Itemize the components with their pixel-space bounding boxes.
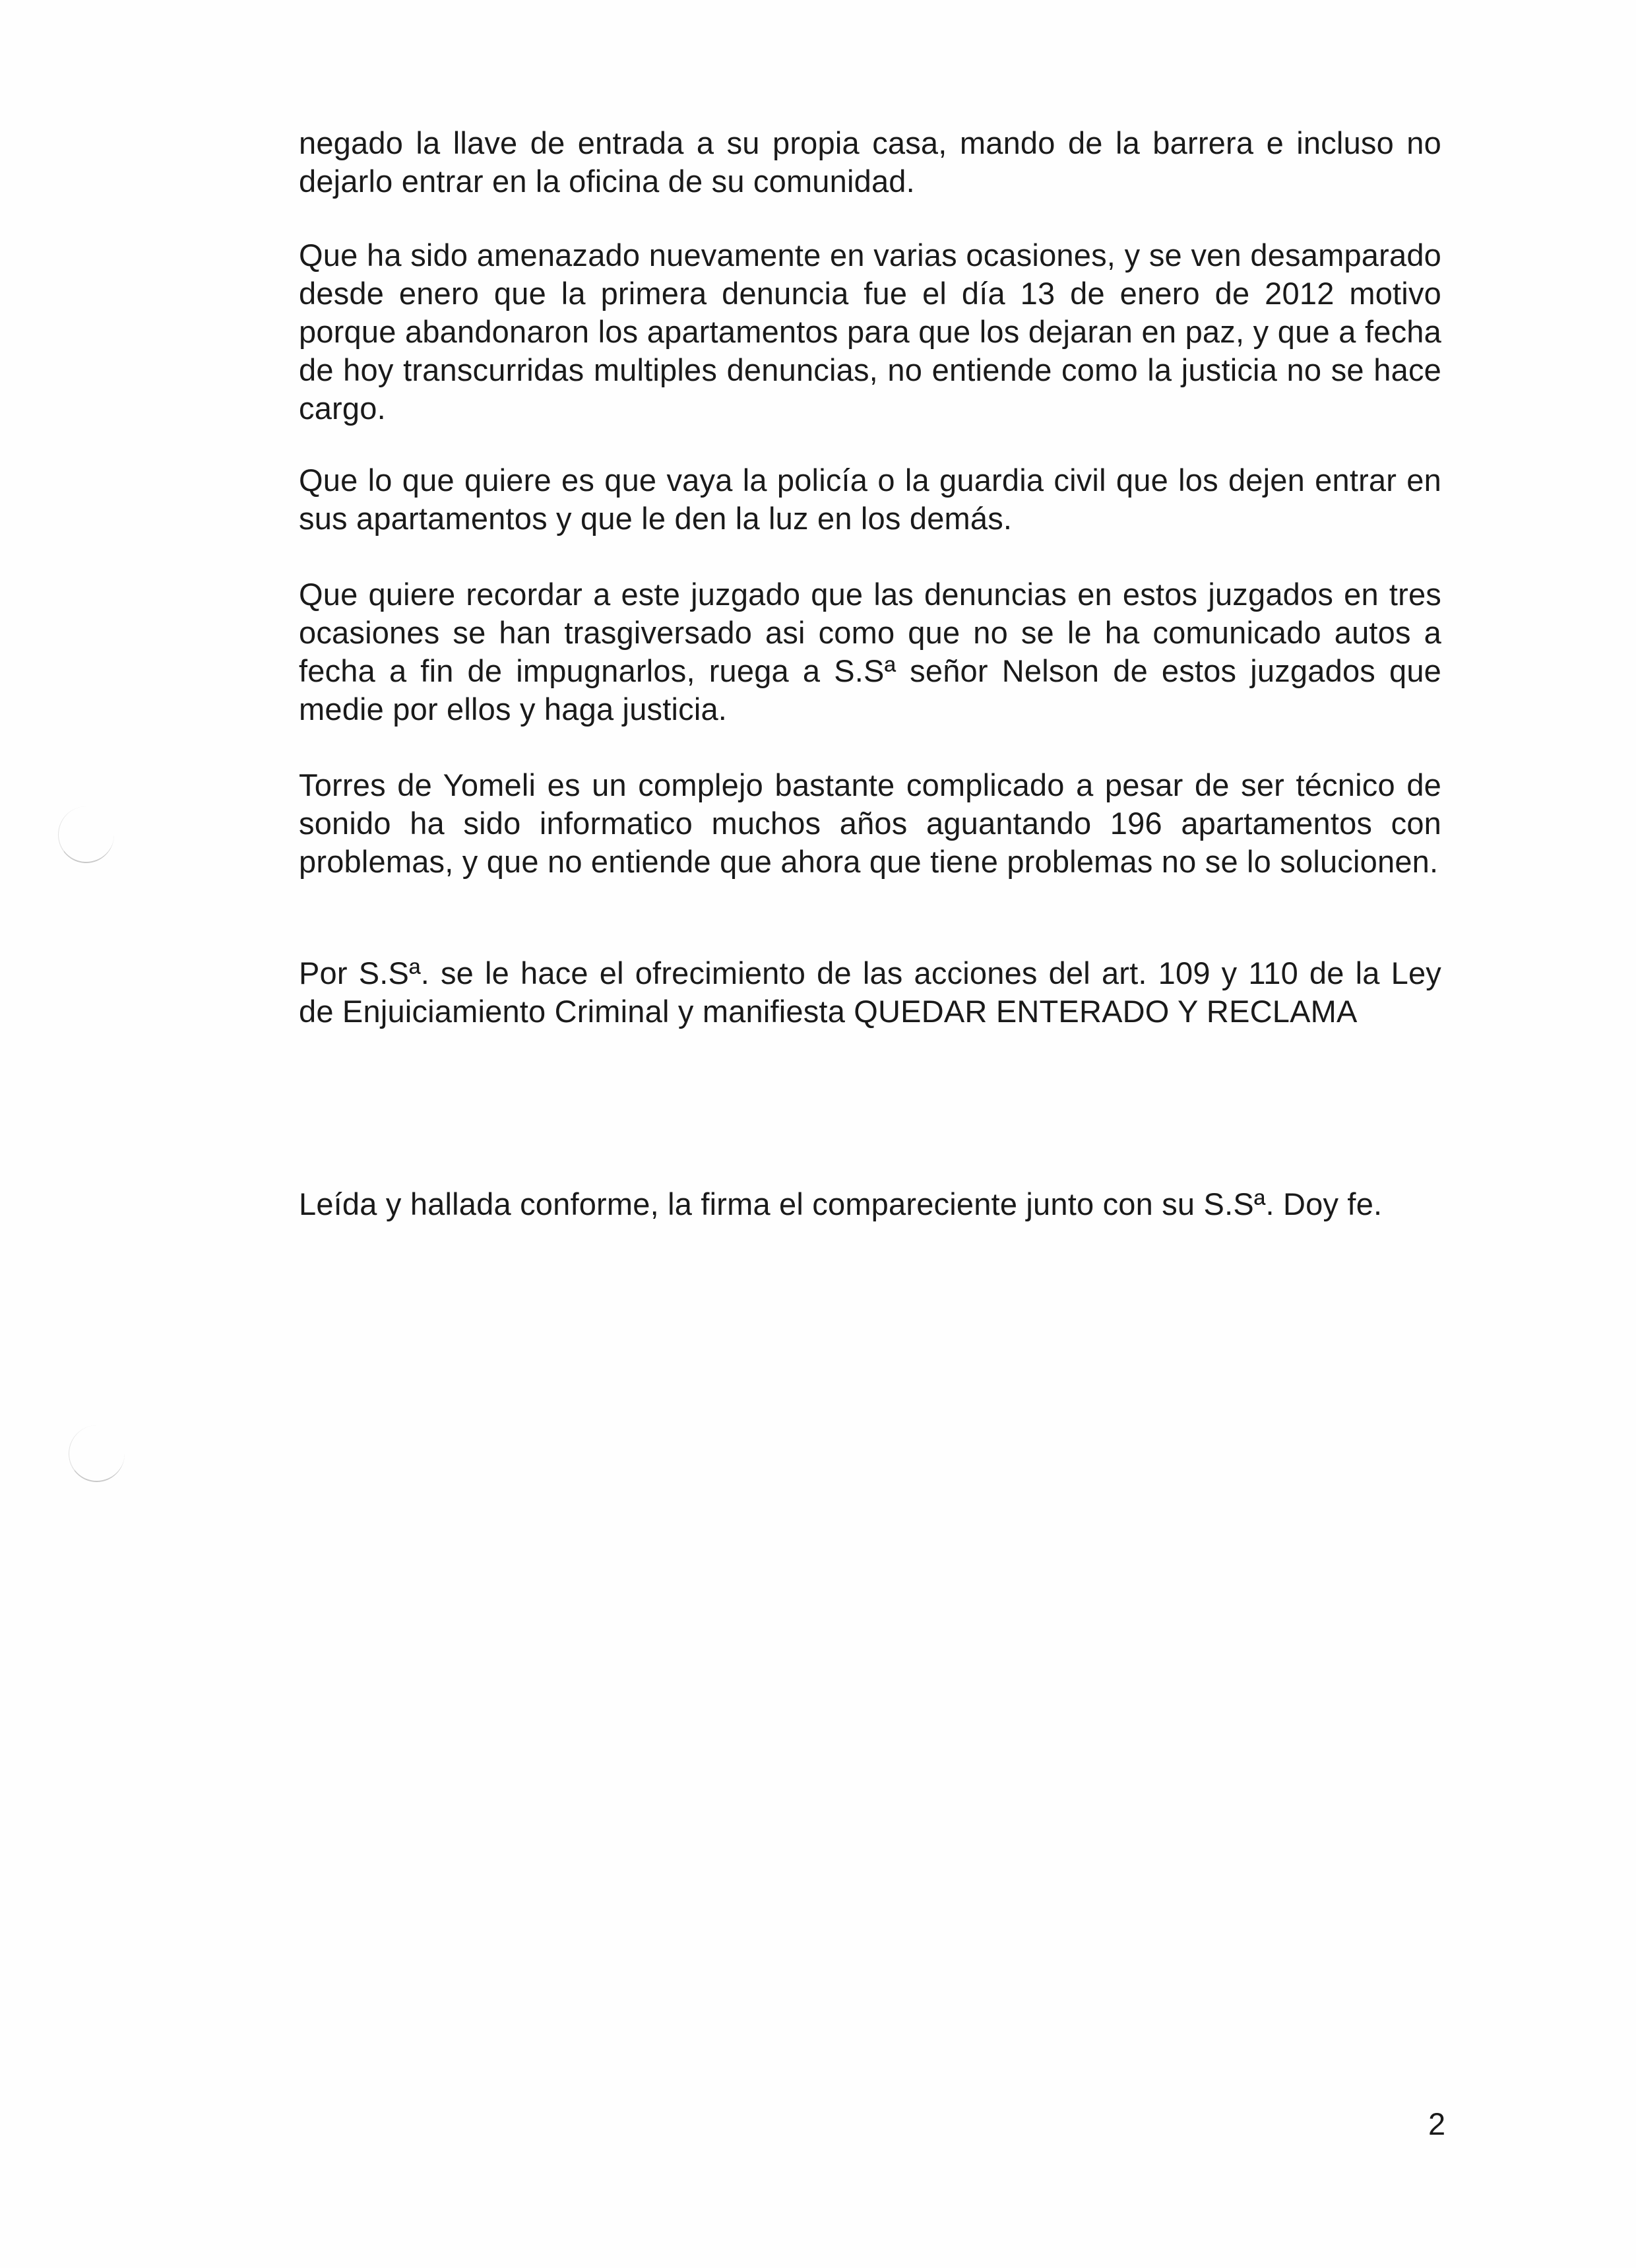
- punch-hole-mark: [58, 806, 114, 863]
- paragraph-continuation: negado la llave de entrada a su propia casa, mando de la barrera e incluso no dejarlo entrar en la oficina de su comunidad.: [299, 125, 1441, 199]
- paragraph-reminder-court: Que quiere recordar a este juzgado que las denuncias en estos juzgados en tres ocasiones se han trasgiversado asi como que no se le ha comunicado autos a fecha a fin de impugnarlos, ruega a S.Sª señor Nelson de estos juzgados que medie por ellos y haga justicia.: [299, 577, 1441, 727]
- page-number: 2: [1428, 2106, 1446, 2141]
- paragraph-threats: Que ha sido amenazado nuevamente en varias ocasiones, y se ven desamparado desde enero que la primera denuncia fue el día 13 de enero de 2012 motivo porque abandonaron los apartamentos para que los dejaran en paz, y que a fecha de hoy transcurridas multiples denuncias, no entiende como la justicia no se hace cargo.: [299, 238, 1441, 426]
- punch-hole-mark: [69, 1425, 125, 1482]
- paragraph-torres-de-yomeli: Torres de Yomeli es un complejo bastante complicado a pesar de ser técnico de sonido ha sido informatico muchos años aguantando 196 apartamentos con problemas, y que no entiende que ahora que tiene problemas no se lo solucionen.: [299, 767, 1441, 879]
- paragraph-closing-statement: Leída y hallada conforme, la firma el compareciente junto con su S.Sª. Doy fe.: [299, 1186, 1383, 1221]
- paragraph-legal-offer: Por S.Sª. se le hace el ofrecimiento de las acciones del art. 109 y 110 de la Ley de Enjuiciamiento Criminal y manifiesta QUEDAR ENTERADO Y RECLAMA: [299, 956, 1441, 1029]
- paragraph-request-police: Que lo que quiere es que vaya la policía o la guardia civil que los dejen entrar en sus apartamentos y que le den la luz en los demás.: [299, 463, 1441, 536]
